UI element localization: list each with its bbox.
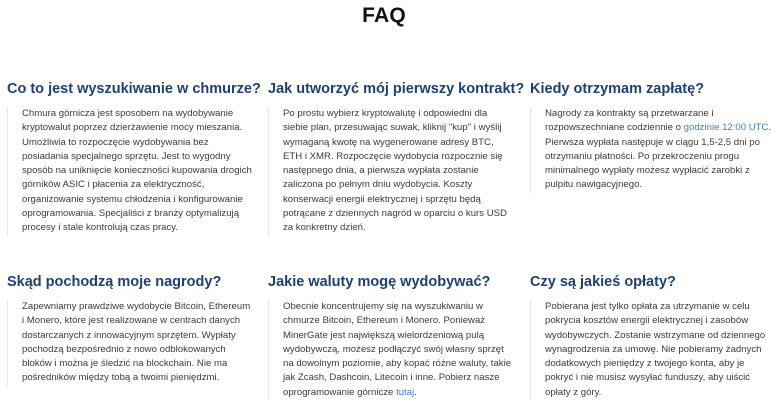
faq-question: Skąd pochodzą moje nagrody?	[7, 274, 222, 290]
download-software-link[interactable]: tutaj	[396, 386, 415, 398]
faq-answer-text: Zapewniamy prawdziwe wydobycie Bitcoin, Ethereum i Monero, które jest realizowane w centrach danych dostarczanych z innowacyjnym sprzętem. Wypłaty pochodzą bezpośrednio z nowo odblokowanych bloków i można je śledzić na blockchain. Nie ma pośredników między tobą a twoimi pieniędzmi.	[22, 301, 251, 384]
faq-answer-text-start: Nagrody za kontrakty są przetwarzane i rozpowszechniane codziennie o	[545, 108, 714, 134]
faq-answer-text: Chmura górnicza jest sposobem na wydobywanie kryptowalut poprzez dzierżawienie mocy mieszania. Umożliwia to rozpoczęcie wydobywania bez posiadania specjalnego sprzętu. Jest to wygodny sposób na uniknięcie konieczności kupowania drogich górników ASIC i płacenia za elektryczność, organizowanie systemu chłodzenia i konfigurowanie oprogramowania. Specjaliści z branży optymalizują procesy i stale kontrolują czas pracy.	[22, 108, 252, 234]
faq-answer	[7, 107, 252, 236]
faq-answer	[268, 107, 513, 236]
faq-answer-text-start: Obecnie koncentrujemy się na wyszukiwaniu w chmurze Bitcoin, Ethereum i Monero. Ponieważ MinerGate jest największą wielordzeniową pulą wydobywczą, możesz podłączyć swój własny sprzęt na dowolnym poziomie, aby kopać różne waluty, takie jak Zcash, Dashcoin, Litecoin i inne. Pobierz nasze oprogramowanie górnicze	[283, 301, 512, 398]
faq-item-payment-time	[530, 80, 775, 193]
page-title: FAQ	[362, 4, 406, 27]
faq-item-currencies	[268, 273, 513, 400]
faq-question: Kiedy otrzymam zapłatę?	[530, 81, 705, 97]
faq-item-first-contract	[268, 80, 525, 236]
faq-answer	[7, 300, 252, 386]
payout-time-link[interactable]: godzinie 12:00 UTC	[683, 122, 769, 134]
faq-answer-text: Po prostu wybierz kryptowalutę i odpowiedni dla siebie plan, przesuwając suwak, kliknij "kup" i wyślij wymaganą kwotę na wygenerowane adresy BTC, ETH i XMR. Rozpoczęcie wydobycia rozpocznie się następnego dnia, a pierwsza wypłata zostanie zaliczona po pełnym dniu wydobycia. Koszty konserwacji energii elektrycznej i sprzętu będą potrącane z dziennych nagród w oparciu o kurs USD za konkretny dzień.	[283, 108, 507, 234]
faq-answer-text-end: . Pierwsza wypłata następuje w ciągu 1,5-2,5 dni po otrzymaniu płatności. Po przekroczeniu progu minimalnego wypłaty możesz wypłacić zarobki z pulpitu nawigacyjnego.	[545, 122, 772, 191]
faq-question: Jak utworzyć mój pierwszy kontrakt?	[268, 81, 525, 97]
faq-answer-text	[545, 107, 775, 193]
faq-question: Czy są jakieś opłaty?	[530, 274, 676, 290]
faq-item-fees	[530, 273, 775, 400]
faq-item-cloud-mining	[7, 80, 261, 236]
faq-question: Jakie waluty mogę wydobywać?	[268, 274, 491, 290]
faq-answer-text: Pobierana jest tylko opłata za utrzymanie w celu pokrycia kosztów energii elektrycznej i zasobów wydobywczych. Zostanie wstrzymane od dziennego wynagrodzenia za umowę. Nie pobieramy żadnych dodatkowych pieniędzy z twojego konta, aby je pokryć i nie musisz wysyłać funduszy, aby uiścić opłaty z góry.	[545, 301, 766, 398]
faq-answer	[268, 300, 513, 400]
faq-answer-text-end: .	[414, 386, 417, 398]
faq-answer	[530, 107, 775, 193]
faq-question: Co to jest wyszukiwanie w chmurze?	[7, 81, 261, 97]
faq-answer-text	[283, 300, 513, 400]
faq-answer	[530, 300, 775, 400]
faq-item-rewards-source	[7, 273, 252, 386]
